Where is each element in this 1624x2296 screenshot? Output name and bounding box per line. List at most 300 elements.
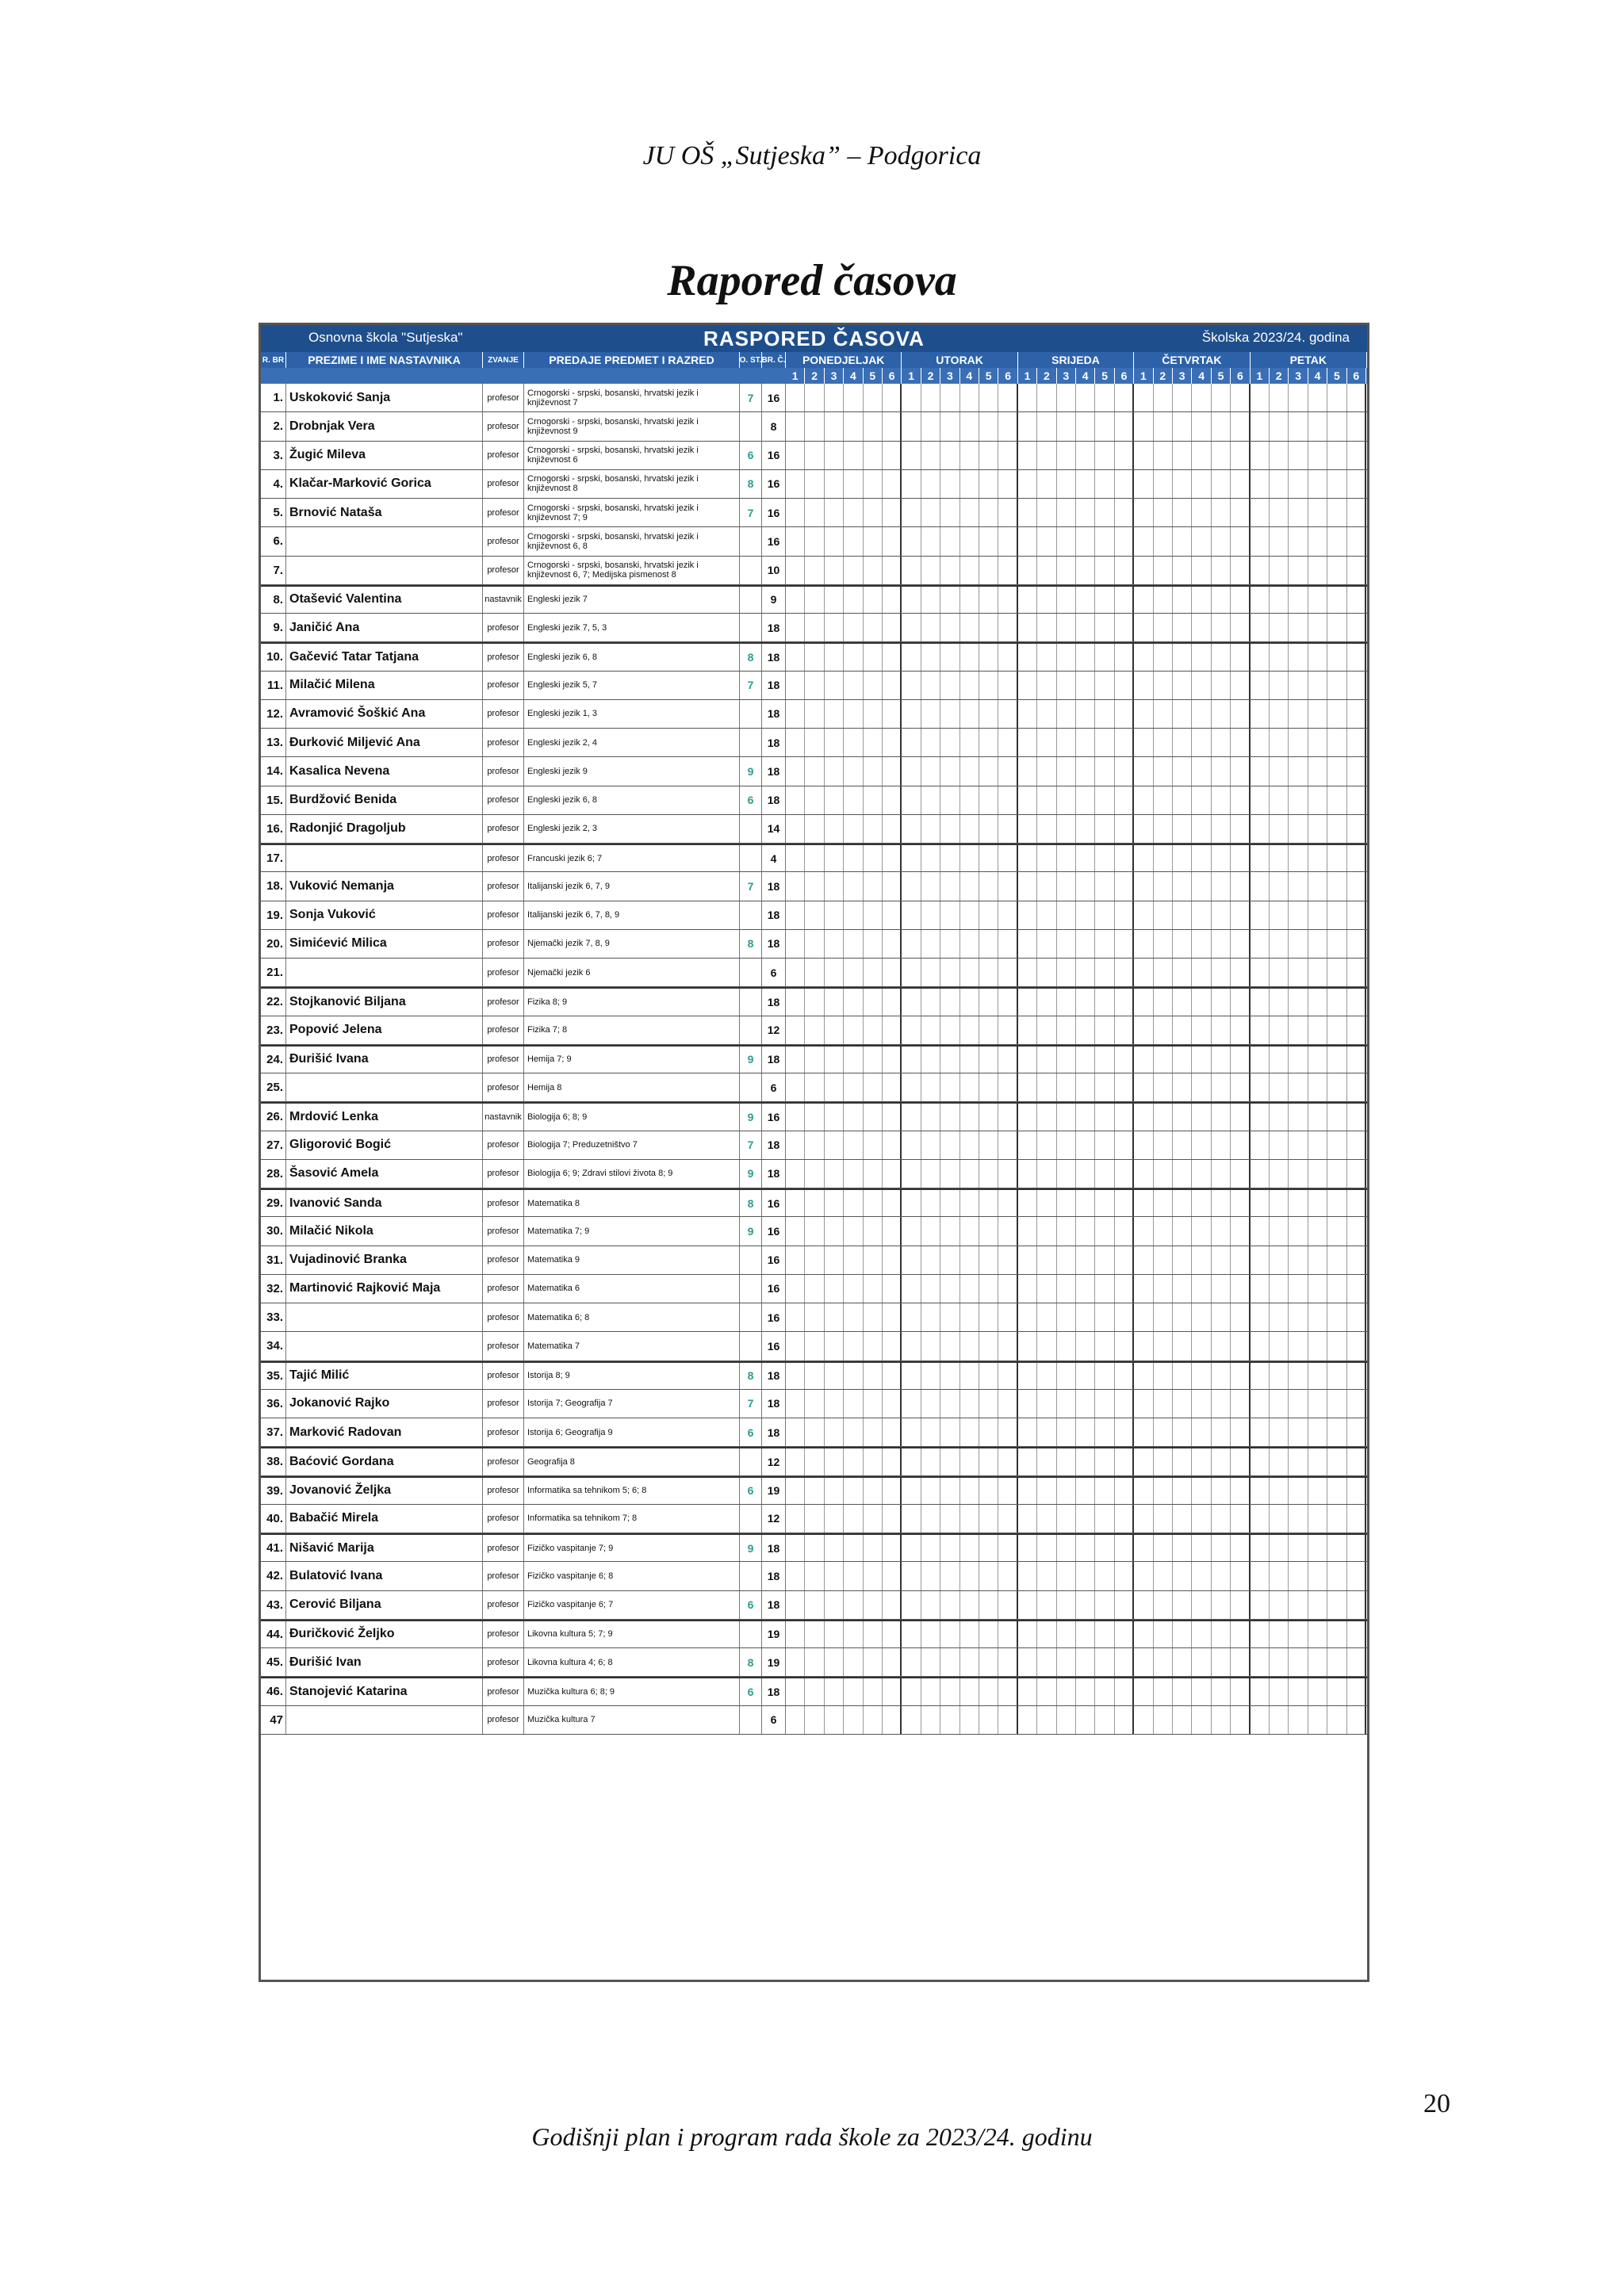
period-header: 5 <box>864 368 883 384</box>
period-cell <box>844 989 863 1015</box>
teacher-rank: profesor <box>483 1706 524 1734</box>
period-cell <box>1134 1478 1153 1504</box>
period-cell <box>825 1047 844 1073</box>
period-cell <box>1173 1478 1192 1504</box>
period-cell <box>1231 757 1250 785</box>
col-br-header: BR. Č. <box>762 352 786 368</box>
period-cell <box>1018 1131 1037 1159</box>
period-cell <box>1231 930 1250 958</box>
period-cell <box>902 1275 921 1303</box>
period-cell <box>1037 1131 1056 1159</box>
period-cell <box>960 930 979 958</box>
row-number: 15. <box>261 786 286 814</box>
period-cell <box>844 1016 863 1044</box>
teacher-rank: profesor <box>483 1448 524 1475</box>
period-cell <box>1037 527 1056 555</box>
period-grid <box>786 1332 1367 1360</box>
table-row <box>261 384 1367 412</box>
period-cell <box>1251 1562 1270 1590</box>
period-cell <box>1154 1332 1173 1360</box>
period-grid <box>786 700 1367 728</box>
period-cell <box>902 672 921 699</box>
period-cell <box>1076 644 1095 670</box>
teacher-name: Đurković Miljević Ana <box>286 729 483 756</box>
teacher-name: Gačević Tatar Tatjana <box>286 644 483 670</box>
homeroom-class: 6 <box>740 1478 762 1504</box>
period-cell <box>844 527 863 555</box>
teacher-rank: profesor <box>483 1363 524 1389</box>
period-cell <box>1270 1363 1289 1389</box>
period-grid <box>786 412 1367 440</box>
period-cell <box>1076 1505 1095 1533</box>
period-cell <box>998 1591 1017 1619</box>
teacher-subject: Muzička kultura 7 <box>524 1706 740 1734</box>
period-cell <box>825 644 844 670</box>
period-cell <box>998 1246 1017 1274</box>
period-cell <box>1154 1217 1173 1245</box>
teacher-name: Sonja Vuković <box>286 901 483 929</box>
period-cell <box>805 1390 824 1418</box>
period-cell <box>1251 1047 1270 1073</box>
day-header-thu: ČETVRTAK <box>1134 352 1250 368</box>
period-cell <box>805 872 824 900</box>
period-cell <box>1251 557 1270 584</box>
period-grid <box>786 1621 1367 1647</box>
period-cell <box>1057 1562 1076 1590</box>
period-cell <box>1076 1678 1095 1705</box>
period-cell <box>825 384 844 411</box>
period-cell <box>1308 1190 1327 1216</box>
period-cell <box>1095 959 1114 986</box>
period-cell <box>1231 527 1250 555</box>
period-cell <box>1115 1591 1134 1619</box>
period-cell <box>979 1217 998 1245</box>
period-cell <box>1192 1505 1211 1533</box>
period-cell <box>1057 1275 1076 1303</box>
period-cell <box>940 1363 959 1389</box>
homeroom-class <box>740 1275 762 1303</box>
period-cell <box>1057 499 1076 526</box>
teacher-rank: profesor <box>483 614 524 641</box>
period-cell <box>1212 786 1231 814</box>
period-cell <box>1308 1505 1327 1533</box>
teacher-rank: profesor <box>483 1535 524 1561</box>
period-cell <box>1154 1160 1173 1188</box>
period-cell <box>921 1131 940 1159</box>
period-cell <box>1327 1332 1346 1360</box>
period-cell <box>1134 1562 1153 1590</box>
period-cell <box>1095 1448 1114 1475</box>
period-cell <box>1018 989 1037 1015</box>
period-cell <box>1308 1016 1327 1044</box>
period-cell <box>844 872 863 900</box>
period-cell <box>864 557 883 584</box>
period-cell <box>1270 1131 1289 1159</box>
teacher-subject: Fizika 7; 8 <box>524 1016 740 1044</box>
period-cell <box>1231 614 1250 641</box>
period-cell <box>864 757 883 785</box>
period-cell <box>864 1418 883 1446</box>
period-cell <box>1057 989 1076 1015</box>
period-cell <box>1057 557 1076 584</box>
period-cell <box>1251 1535 1270 1561</box>
period-cell <box>1308 614 1327 641</box>
period-cell <box>940 901 959 929</box>
period-cell <box>1037 959 1056 986</box>
period-cell <box>805 614 824 641</box>
period-cell <box>864 1016 883 1044</box>
period-cell <box>960 1246 979 1274</box>
period-cell <box>864 700 883 728</box>
table-row <box>261 1102 1367 1131</box>
period-cell <box>883 1418 902 1446</box>
period-cell <box>1231 644 1250 670</box>
teacher-name: Milačić Milena <box>286 672 483 699</box>
period-cell <box>1018 1073 1037 1101</box>
period-cell <box>1231 1190 1250 1216</box>
period-cell <box>825 901 844 929</box>
period-cell <box>1251 1217 1270 1245</box>
period-cell <box>1270 1275 1289 1303</box>
period-cell <box>1270 1535 1289 1561</box>
period-cell <box>902 1648 921 1676</box>
period-cell <box>883 1363 902 1389</box>
period-cell <box>1134 499 1153 526</box>
period-cell <box>883 384 902 411</box>
period-cell <box>1173 1591 1192 1619</box>
period-cell <box>921 1047 940 1073</box>
period-cell <box>1251 1275 1270 1303</box>
period-cell <box>805 989 824 1015</box>
period-cell <box>844 614 863 641</box>
period-cell <box>1327 614 1346 641</box>
period-cell <box>1076 557 1095 584</box>
period-cell <box>1134 845 1153 871</box>
period-cell <box>1212 384 1231 411</box>
period-cell <box>1251 815 1270 843</box>
homeroom-class: 9 <box>740 1104 762 1130</box>
period-cell <box>1037 1016 1056 1044</box>
period-cell <box>960 1131 979 1159</box>
row-number: 7. <box>261 557 286 584</box>
period-cell <box>805 1621 824 1647</box>
period-cell <box>1308 1246 1327 1274</box>
homeroom-class <box>740 412 762 440</box>
period-cell <box>921 1016 940 1044</box>
period-cell <box>940 1535 959 1561</box>
period-cell <box>1115 1478 1134 1504</box>
period-cell <box>786 1678 805 1705</box>
period-cell <box>805 757 824 785</box>
period-cell <box>902 614 921 641</box>
period-cell <box>844 815 863 843</box>
period-grid <box>786 1016 1367 1044</box>
period-cell <box>960 1621 979 1647</box>
period-cell <box>1231 442 1250 469</box>
period-cell <box>998 930 1017 958</box>
period-cell <box>1134 470 1153 498</box>
period-cell <box>1308 1275 1327 1303</box>
teacher-subject: Biologija 6; 8; 9 <box>524 1104 740 1130</box>
period-cell <box>805 527 824 555</box>
table-row <box>261 1706 1367 1735</box>
homeroom-class <box>740 557 762 584</box>
period-cell <box>1057 845 1076 871</box>
period-cell <box>979 1706 998 1734</box>
period-cell <box>960 845 979 871</box>
teacher-subject: Fizičko vaspitanje 7; 9 <box>524 1535 740 1561</box>
row-number: 43. <box>261 1591 286 1619</box>
period-grid <box>786 786 1367 814</box>
teacher-name: Brnović Nataša <box>286 499 483 526</box>
period-grid <box>786 614 1367 641</box>
period-cell <box>1095 1706 1114 1734</box>
teacher-name <box>286 557 483 584</box>
period-cell <box>1018 1363 1037 1389</box>
period-cell <box>921 1160 940 1188</box>
period-cell <box>844 499 863 526</box>
period-cell <box>1076 470 1095 498</box>
period-cell <box>1327 930 1346 958</box>
lesson-count: 18 <box>762 930 786 958</box>
period-cell <box>1173 1706 1192 1734</box>
period-cell <box>883 644 902 670</box>
period-cell <box>960 1047 979 1073</box>
period-cell <box>1192 1706 1211 1734</box>
period-cell <box>1308 499 1327 526</box>
period-cell <box>1270 1104 1289 1130</box>
period-cell <box>921 700 940 728</box>
period-cell <box>979 557 998 584</box>
period-cell <box>1115 1678 1134 1705</box>
period-cell <box>1115 1217 1134 1245</box>
period-cell <box>998 1505 1017 1533</box>
row-number: 1. <box>261 384 286 411</box>
period-cell <box>1076 1448 1095 1475</box>
period-cell <box>940 1190 959 1216</box>
period-cell <box>940 1160 959 1188</box>
period-cell <box>1134 1047 1153 1073</box>
period-cell <box>786 1217 805 1245</box>
period-grid <box>786 930 1367 958</box>
period-cell <box>1327 1678 1346 1705</box>
period-cell <box>1251 527 1270 555</box>
teacher-rank: profesor <box>483 672 524 699</box>
period-cell <box>1173 499 1192 526</box>
period-cell <box>1173 1418 1192 1446</box>
row-number: 41. <box>261 1535 286 1561</box>
period-cell <box>1018 470 1037 498</box>
period-cell <box>786 901 805 929</box>
row-number: 6. <box>261 527 286 555</box>
period-cell <box>844 757 863 785</box>
period-cell <box>864 442 883 469</box>
teacher-subject: Italijanski jezik 6, 7, 8, 9 <box>524 901 740 929</box>
period-cell <box>1057 1246 1076 1274</box>
period-cell <box>1270 1160 1289 1188</box>
period-cell <box>883 1505 902 1533</box>
period-cell <box>1192 1047 1211 1073</box>
period-cell <box>864 527 883 555</box>
lesson-count: 9 <box>762 587 786 613</box>
table-row <box>261 987 1367 1016</box>
period-cell <box>825 1104 844 1130</box>
period-cell <box>1289 1448 1308 1475</box>
lesson-count: 16 <box>762 470 786 498</box>
homeroom-class: 7 <box>740 1390 762 1418</box>
period-cell <box>1115 1363 1134 1389</box>
period-cell <box>1115 470 1134 498</box>
period-cell <box>902 1418 921 1446</box>
table-row <box>261 1303 1367 1332</box>
homeroom-class: 6 <box>740 1678 762 1705</box>
period-cell <box>1018 1591 1037 1619</box>
period-cell <box>921 1535 940 1561</box>
period-cell <box>864 470 883 498</box>
row-number: 37. <box>261 1418 286 1446</box>
period-cell <box>921 815 940 843</box>
period-cell <box>1308 470 1327 498</box>
period-cell <box>1251 845 1270 871</box>
period-cell <box>1115 644 1134 670</box>
table-row <box>261 872 1367 901</box>
period-cell <box>940 1073 959 1101</box>
homeroom-class <box>740 700 762 728</box>
period-cell <box>1154 845 1173 871</box>
period-cell <box>1289 959 1308 986</box>
period-cell <box>1308 1047 1327 1073</box>
period-cell <box>979 845 998 871</box>
period-cell <box>805 930 824 958</box>
period-cell <box>864 412 883 440</box>
period-cell <box>1270 1648 1289 1676</box>
period-cell <box>1192 930 1211 958</box>
period-cell <box>1173 527 1192 555</box>
period-cell <box>786 1448 805 1475</box>
homeroom-class: 9 <box>740 757 762 785</box>
period-cell <box>940 1390 959 1418</box>
period-cell <box>1173 672 1192 699</box>
period-cell <box>940 1016 959 1044</box>
table-row <box>261 959 1367 987</box>
col-name-header: PREZIME I IME NASTAVNIKA <box>286 352 483 368</box>
period-cell <box>1289 901 1308 929</box>
period-cell <box>1192 1016 1211 1044</box>
period-cell <box>1308 644 1327 670</box>
period-cell <box>1251 1390 1270 1418</box>
period-cell <box>1095 557 1114 584</box>
period-cell <box>979 872 998 900</box>
period-cell <box>1037 1448 1056 1475</box>
period-cell <box>1076 729 1095 756</box>
period-cell <box>979 757 998 785</box>
period-cell <box>864 587 883 613</box>
period-cell <box>864 1217 883 1245</box>
period-cell <box>1251 729 1270 756</box>
period-cell <box>1308 1217 1327 1245</box>
period-grid <box>786 672 1367 699</box>
period-cell <box>1251 587 1270 613</box>
teacher-rank: profesor <box>483 1073 524 1101</box>
period-cell <box>825 1131 844 1159</box>
period-cell <box>940 1706 959 1734</box>
teacher-name: Gligorović Bogić <box>286 1131 483 1159</box>
period-cell <box>1095 1505 1114 1533</box>
lesson-count: 16 <box>762 1190 786 1216</box>
period-grid <box>786 557 1367 584</box>
period-cell <box>1018 1562 1037 1590</box>
teacher-name: Stojkanović Biljana <box>286 989 483 1015</box>
period-cell <box>1327 557 1346 584</box>
period-cell <box>1289 1706 1308 1734</box>
period-cell <box>1076 527 1095 555</box>
period-cell <box>1212 1246 1231 1274</box>
period-cell <box>1018 786 1037 814</box>
period-cell <box>998 1104 1017 1130</box>
lesson-count: 10 <box>762 557 786 584</box>
period-cell <box>902 1047 921 1073</box>
teacher-rank: profesor <box>483 1648 524 1676</box>
period-cell <box>805 1047 824 1073</box>
period-cell <box>864 644 883 670</box>
period-cell <box>1037 587 1056 613</box>
table-row <box>261 1505 1367 1533</box>
period-cell <box>1347 1104 1366 1130</box>
period-cell <box>864 1246 883 1274</box>
row-number: 26. <box>261 1104 286 1130</box>
period-cell <box>1251 1363 1270 1389</box>
period-cell <box>1231 1678 1250 1705</box>
period-cell <box>960 587 979 613</box>
period-cell <box>825 1621 844 1647</box>
period-cell <box>1251 1246 1270 1274</box>
period-cell <box>1289 1621 1308 1647</box>
period-cell <box>844 786 863 814</box>
period-cell <box>1154 1016 1173 1044</box>
period-cell <box>1154 1562 1173 1590</box>
period-cell <box>1115 1047 1134 1073</box>
period-cell <box>1231 845 1250 871</box>
period-cell <box>825 1706 844 1734</box>
period-cell <box>902 757 921 785</box>
teacher-subject: Engleski jezik 5, 7 <box>524 672 740 699</box>
period-cell <box>1192 442 1211 469</box>
period-cell <box>1192 989 1211 1015</box>
period-cell <box>825 614 844 641</box>
table-row <box>261 527 1367 556</box>
period-cell <box>1231 412 1250 440</box>
table-row <box>261 1591 1367 1620</box>
period-cell <box>1270 557 1289 584</box>
period-cell <box>1076 959 1095 986</box>
row-number: 14. <box>261 757 286 785</box>
period-cell <box>1347 1363 1366 1389</box>
teacher-name <box>286 1706 483 1734</box>
period-cell <box>1327 1621 1346 1647</box>
period-cell <box>1347 1217 1366 1245</box>
period-cell <box>1154 901 1173 929</box>
period-grid <box>786 1535 1367 1561</box>
homeroom-class: 9 <box>740 1047 762 1073</box>
period-cell <box>805 959 824 986</box>
period-cell <box>1327 1363 1346 1389</box>
period-cell <box>1347 1275 1366 1303</box>
teacher-subject: Fizičko vaspitanje 6; 8 <box>524 1562 740 1590</box>
period-cell <box>805 1591 824 1619</box>
period-cell <box>998 845 1017 871</box>
period-cell <box>1095 527 1114 555</box>
period-cell <box>1037 1104 1056 1130</box>
